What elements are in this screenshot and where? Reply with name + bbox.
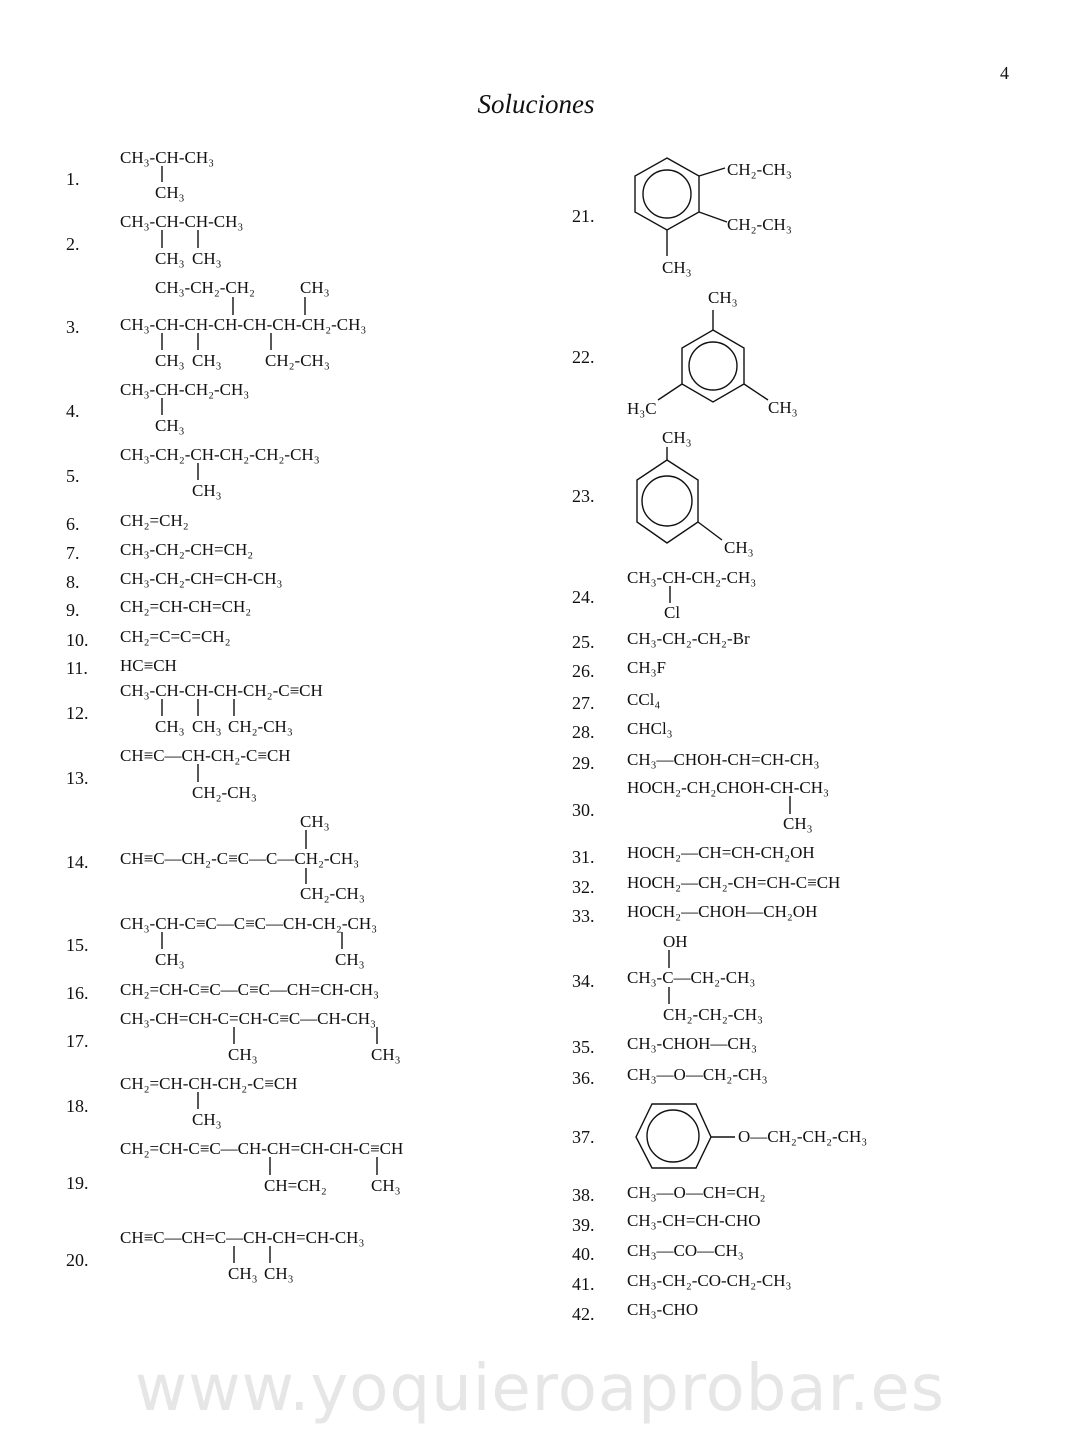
formula-text: OH — [663, 932, 688, 951]
aromatic-circle — [647, 1110, 699, 1162]
solution-number: 21. — [572, 206, 595, 226]
solution-number: 13. — [66, 768, 89, 788]
formula-text: CH₃ — [662, 428, 692, 447]
solution-number: 1. — [66, 169, 80, 189]
solution-number: 30. — [572, 800, 595, 820]
formula-text: CH₃—O—CH₂-CH₃ — [627, 1065, 768, 1084]
solution-number: 8. — [66, 572, 80, 592]
bond-line — [699, 168, 725, 176]
formula-text: CH₃ — [300, 812, 330, 831]
formula-text: CH₃-CH-CH₂-CH₃ — [120, 380, 250, 399]
formula-text: HOCH₂—CH=CH-CH₂OH — [627, 843, 815, 862]
formula-text: CH₃ — [155, 351, 185, 370]
solution-number: 38. — [572, 1185, 595, 1205]
formula-text: CH≡C—CH₂-C≡C—C—CH₂-CH₃ — [120, 849, 360, 868]
benzene-ring — [637, 460, 698, 543]
bond-line — [699, 212, 727, 222]
benzene-ring — [682, 330, 744, 402]
solution-number: 7. — [66, 543, 80, 563]
formula-text: CH₃ — [662, 258, 692, 277]
solution-number: 16. — [66, 983, 89, 1003]
formula-text: CH₃ — [155, 249, 185, 268]
formula-text: CH₂=CH-C≡C—CH-CH=CH-CH-C≡CH — [120, 1139, 404, 1158]
solution-number: 17. — [66, 1031, 89, 1051]
solution-number: 12. — [66, 703, 89, 723]
solution-number: 11. — [66, 658, 88, 678]
solution-number: 39. — [572, 1215, 595, 1235]
formula-text: CH₃-CH-C≡C—C≡C—CH-CH₂-CH₃ — [120, 914, 378, 933]
formula-text: CH₂-CH₃ — [300, 884, 365, 903]
formula-text: CH₃ — [192, 1110, 222, 1129]
formula-text: CH₃ — [228, 1264, 258, 1283]
formula-text: CH₂-CH₃ — [265, 351, 330, 370]
formula-text: CCl₄ — [627, 690, 661, 709]
formula-text: CH₂=CH-CH-CH₂-C≡CH — [120, 1074, 298, 1093]
solution-number: 29. — [572, 753, 595, 773]
formula-text: CHCl₃ — [627, 719, 673, 738]
formula-text: CH₃-CH₂-CH₂-Br — [627, 629, 750, 648]
solution-number: 34. — [572, 971, 595, 991]
watermark: www.yoquieroaprobar.es — [134, 1352, 946, 1426]
formula-text: CH₂-CH₃ — [228, 717, 293, 736]
solution-number: 20. — [66, 1250, 89, 1270]
solution-number: 10. — [66, 630, 89, 650]
bond-line — [658, 384, 682, 400]
formula-text: CH₃-CHO — [627, 1300, 699, 1319]
solution-number: 33. — [572, 906, 595, 926]
solution-number: 24. — [572, 587, 595, 607]
formula-text: CH₂=CH-C≡C—C≡C—CH=CH-CH₃ — [120, 980, 379, 999]
formula-text: CH₃-CH-CH₂-CH₃ — [627, 568, 757, 587]
formula-text: CH₂-CH₃ — [727, 215, 792, 234]
formula-text: CH₃ — [708, 288, 738, 307]
formula-text: CH₃ — [155, 416, 185, 435]
formula-text: CH₃-CH-CH-CH-CH₂-C≡CH — [120, 681, 323, 700]
solution-number: 9. — [66, 600, 80, 620]
formula-text: CH≡C—CH-CH₂-C≡CH — [120, 746, 291, 765]
formula-text: HC≡CH — [120, 656, 177, 675]
solution-number: 41. — [572, 1274, 595, 1294]
solution-number: 32. — [572, 877, 595, 897]
page-title: Soluciones — [477, 89, 595, 119]
formula-text: CH₃F — [627, 658, 666, 677]
formula-text: CH₃-CHOH—CH₃ — [627, 1034, 757, 1053]
formula-text: CH₃ — [768, 398, 798, 417]
solution-number: 19. — [66, 1173, 89, 1193]
formula-text: CH₂=CH-CH=CH₂ — [120, 597, 252, 616]
formula-text: CH₃-CH₂-CO-CH₂-CH₃ — [627, 1271, 792, 1290]
formula-text: CH₃-CH₂-CH-CH₂-CH₂-CH₃ — [120, 445, 320, 464]
bond-line — [744, 384, 768, 400]
formula-text: CH₃ — [192, 351, 222, 370]
formula-text: CH₃ — [264, 1264, 294, 1283]
solution-number: 37. — [572, 1127, 595, 1147]
formula-text: CH=CH₂ — [264, 1176, 327, 1195]
formula-text: CH₃ — [155, 950, 185, 969]
aromatic-circle — [643, 170, 691, 218]
formula-text: CH₃-C—CH₂-CH₃ — [627, 968, 756, 987]
formula-text: CH₃-CH-CH₃ — [120, 148, 215, 167]
formula-text: HOCH₂-CH₂CHOH-CH-CH₃ — [627, 778, 829, 797]
formula-text: CH₃ — [371, 1045, 401, 1064]
formula-text: CH₂-CH₂-CH₃ — [663, 1005, 763, 1024]
formula-text: CH≡C—CH=C—CH-CH=CH-CH₃ — [120, 1228, 365, 1247]
solution-number: 22. — [572, 347, 595, 367]
solution-number: 35. — [572, 1037, 595, 1057]
solution-number: 23. — [572, 486, 595, 506]
formula-text: CH₂=C=C=CH₂ — [120, 627, 231, 646]
formula-text: CH₃ — [192, 717, 222, 736]
solution-number: 31. — [572, 847, 595, 867]
page-number: 4 — [1000, 63, 1009, 83]
formula-text: CH₃-CH-CH-CH₃ — [120, 212, 244, 231]
formula-text: HOCH₂—CH₂-CH=CH-C≡CH — [627, 873, 841, 892]
solution-number: 2. — [66, 234, 80, 254]
formula-text: CH₃ — [335, 950, 365, 969]
formula-text: CH₃—CHOH-CH=CH-CH₃ — [627, 750, 820, 769]
solution-number: 36. — [572, 1068, 595, 1088]
aromatic-circle — [642, 476, 692, 526]
solution-number: 40. — [572, 1244, 595, 1264]
formula-text: CH₃ — [228, 1045, 258, 1064]
bond-line — [698, 522, 722, 540]
solution-number: 15. — [66, 935, 89, 955]
formula-text: CH₃ — [155, 183, 185, 202]
solution-number: 5. — [66, 466, 80, 486]
formula-text: CH₃-CH=CH-CHO — [627, 1211, 761, 1230]
formula-text: CH₃-CH₂-CH=CH-CH₃ — [120, 569, 283, 588]
formula-text: CH₂-CH₃ — [727, 160, 792, 179]
formula-text: CH₃ — [724, 538, 754, 557]
formula-text: CH₃ — [371, 1176, 401, 1195]
solution-number: 26. — [572, 661, 595, 681]
formula-text: CH₂-CH₃ — [192, 783, 257, 802]
solution-number: 18. — [66, 1096, 89, 1116]
benzene-ring — [635, 158, 699, 230]
solution-number: 3. — [66, 317, 80, 337]
formula-text: CH₃-CH=CH-C=CH-C≡C—CH-CH₃ — [120, 1009, 376, 1028]
solution-number: 14. — [66, 852, 89, 872]
solution-number: 28. — [572, 722, 595, 742]
solution-number: 6. — [66, 514, 80, 534]
formula-text: CH₃ — [783, 814, 813, 833]
solution-number: 25. — [572, 632, 595, 652]
solution-number: 27. — [572, 693, 595, 713]
formula-text: CH₃-CH-CH-CH-CH-CH-CH₂-CH₃ — [120, 315, 367, 334]
solution-number: 42. — [572, 1304, 595, 1324]
aromatic-circle — [689, 342, 737, 390]
formula-text: CH₃ — [300, 278, 330, 297]
formula-text: CH₃ — [192, 481, 222, 500]
formula-text: CH₃—CO—CH₃ — [627, 1241, 744, 1260]
formula-text: HOCH₂—CHOH—CH₂OH — [627, 902, 818, 921]
solution-number: 4. — [66, 401, 80, 421]
formula-text: CH₃ — [155, 717, 185, 736]
formula-text: O—CH₂-CH₂-CH₃ — [738, 1127, 868, 1146]
formula-text: CH₃—O—CH=CH₂ — [627, 1183, 766, 1202]
formula-text: CH₃-CH₂-CH=CH₂ — [120, 540, 254, 559]
formula-text: CH₃-CH₂-CH₂ — [155, 278, 255, 297]
formula-text: CH₂=CH₂ — [120, 511, 189, 530]
formula-text: H₃C — [627, 399, 657, 418]
formula-text: Cl — [664, 603, 681, 622]
formula-text: CH₃ — [192, 249, 222, 268]
